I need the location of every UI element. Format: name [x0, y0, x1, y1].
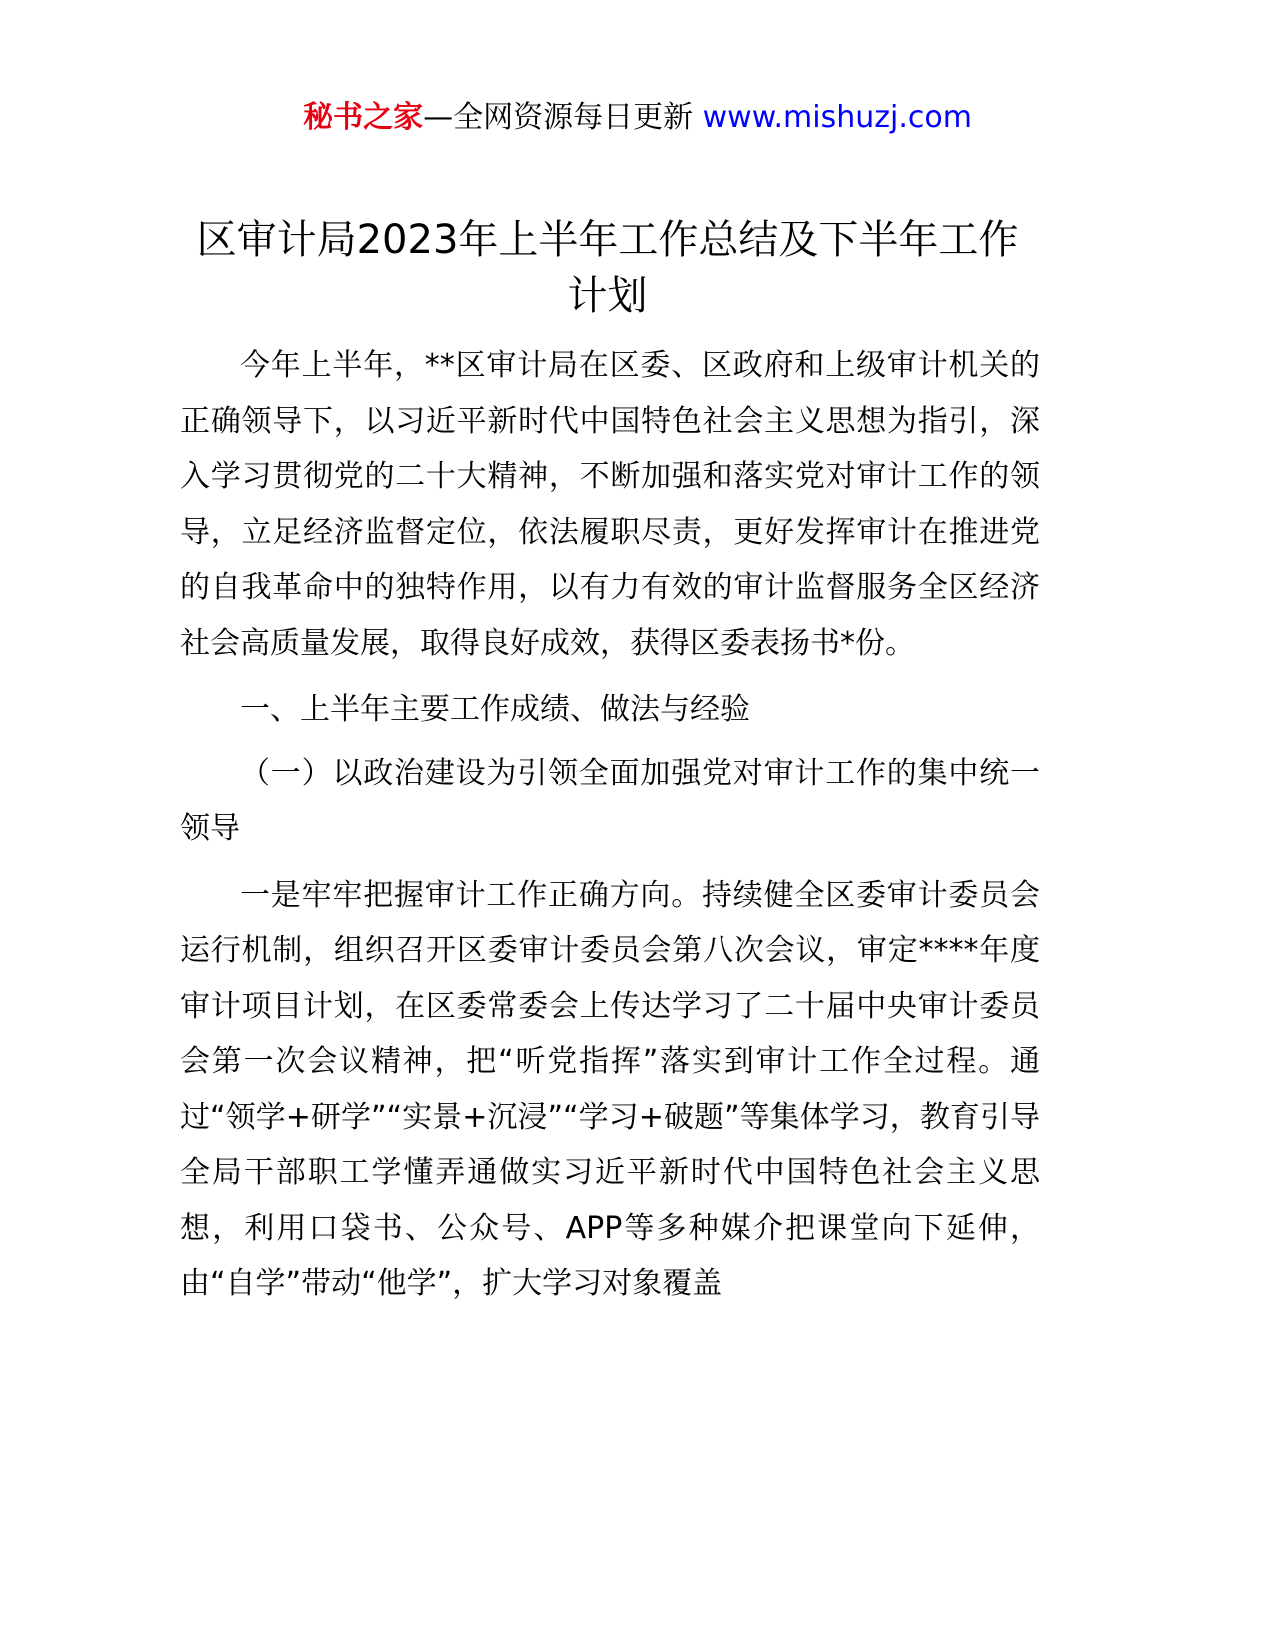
body-paragraph: 一是牢牢把握审计工作正确方向。持续健全区委审计委员会运行机制，组织召开区委审计委员会第八次会议，审定****年度审计项目计划，在区委常委会上传达学习了二十届中央审计委员会第一次会议精神，把“听党指挥”落实到审计工作全过程。通过“领学+研学”“实景+沉浸”“学习+破题”等集体学习，教育引导全局干部职工学懂弄通做实习近平新时代中国特色社会主义思想，利用口袋书、公众号、APP等多种媒介把课堂向下延伸，由“自学”带动“他学”，扩大学习对象覆盖	[180, 877, 1040, 1301]
intro-paragraph: 今年上半年，**区审计局在区委、区政府和上级审计机关的正确领导下，以习近平新时代中国特色社会主义思想为指引，深入学习贯彻党的二十大精神，不断加强和落实党对审计工作的领导，立足经济监督定位，依法履职尽责，更好发挥审计在推进党的自我革命中的独特作用，以有力有效的审计监督服务全区经济社会高质量发展，取得良好成效，获得区委表扬书*份。	[180, 348, 1040, 661]
subsection-heading: （一）以政治建设为引领全面加强党对审计工作的集中统一领导	[180, 755, 1040, 846]
site-header	[0, 96, 1275, 140]
document-title: 区审计局2023年上半年工作总结及下半年工作计划	[196, 217, 1019, 319]
brand-name: 秘书之家	[303, 100, 424, 135]
section-heading: 一、上半年主要工作成绩、做法与经验	[240, 692, 750, 727]
document-body	[180, 338, 1040, 1323]
header-tagline: —全网资源每日更新	[423, 100, 703, 135]
website-link[interactable]: www.mishuzj.com	[702, 100, 972, 135]
